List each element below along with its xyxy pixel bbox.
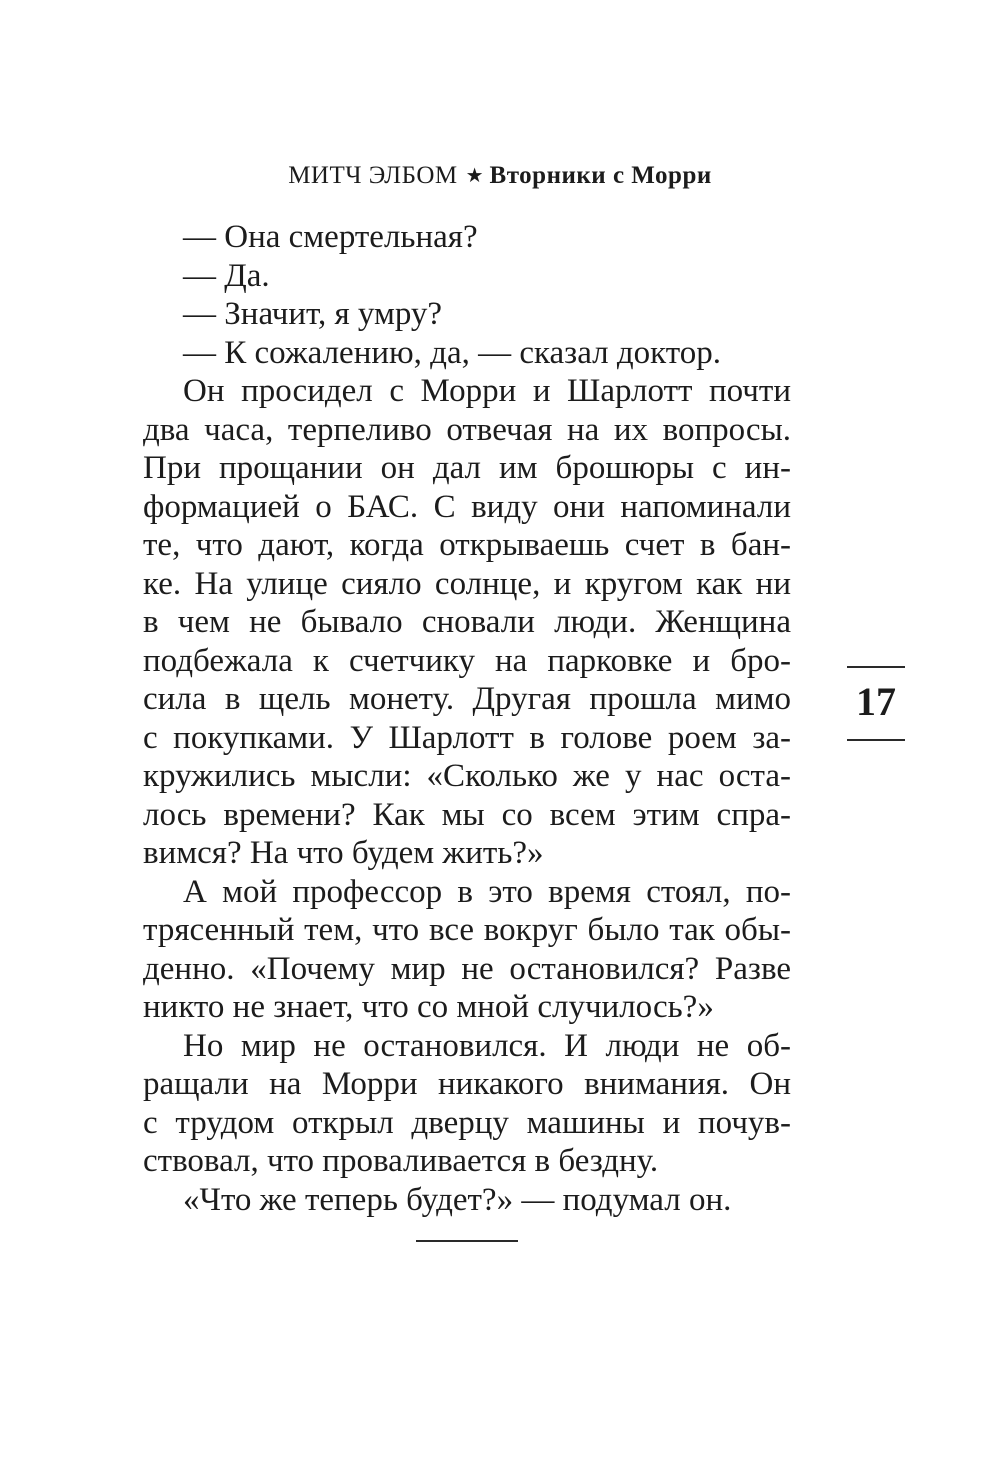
text-line: подбежала к счетчику на парковке и бро- — [143, 642, 791, 679]
section-end-rule — [416, 1240, 518, 1242]
running-head-author: МИТЧ ЭЛБОМ — [288, 162, 458, 189]
text-line: те, что дают, когда открываешь счет в бан- — [143, 527, 791, 563]
text-line: трясенный тем, что все вокруг было так обы- — [143, 912, 791, 948]
text-line: два часа, терпеливо отвечая на их вопросы. — [143, 411, 791, 448]
text-line: — Значит, я умру? — [183, 296, 443, 332]
text-line: А мой профессор в это время стоял, по- — [183, 873, 791, 910]
page-number-rule-top — [847, 666, 905, 668]
page-number: 17 — [856, 679, 896, 724]
text-line: денно. «Почему мир не остановился? Разве — [143, 950, 791, 987]
running-head-title: Вторники с Морри — [489, 162, 712, 189]
star-icon: ★ — [465, 163, 484, 187]
text-line: ке. На улице сияло солнце, и кругом как ни — [143, 565, 791, 602]
text-line: При прощании он дал им брошюры с ин- — [143, 450, 791, 486]
text-line: лось времени? Как мы со всем этим спра- — [143, 796, 791, 833]
text-line: формацией о БАС. С виду они напоминали — [143, 488, 791, 525]
text-line: никто не знает, что со мной случилось?» — [143, 989, 714, 1025]
text-line: с покупками. У Шарлотт в голове роем за- — [143, 719, 791, 756]
text-line: — Да. — [183, 257, 270, 294]
text-line: с трудом открыл дверцу машины и почув- — [143, 1104, 791, 1141]
text-line: ствовал, что проваливается в бездну. — [143, 1143, 659, 1179]
text-line: ращали на Морри никакого внимания. Он — [143, 1066, 791, 1102]
text-line: Но мир не остановился. И люди не об- — [183, 1027, 791, 1064]
running-head — [0, 158, 1000, 193]
text-line: сила в щель монету. Другая прошла мимо — [143, 681, 791, 717]
body-text — [143, 218, 791, 1219]
text-line: «Что же теперь будет?» — подумал он. — [183, 1181, 732, 1218]
text-line: в чем не бывало сновали люди. Женщина — [143, 604, 791, 640]
text-line: вимся? На что будем жить?» — [143, 835, 544, 871]
page-number-rule-bottom — [847, 739, 905, 741]
text-line: кружились мысли: «Сколько же у нас оста- — [143, 758, 791, 794]
text-line: — Она смертельная? — [183, 219, 478, 255]
text-line: Он просидел с Морри и Шарлотт почти — [183, 373, 791, 409]
text-line: — К сожалению, да, — сказал доктор. — [183, 334, 721, 371]
